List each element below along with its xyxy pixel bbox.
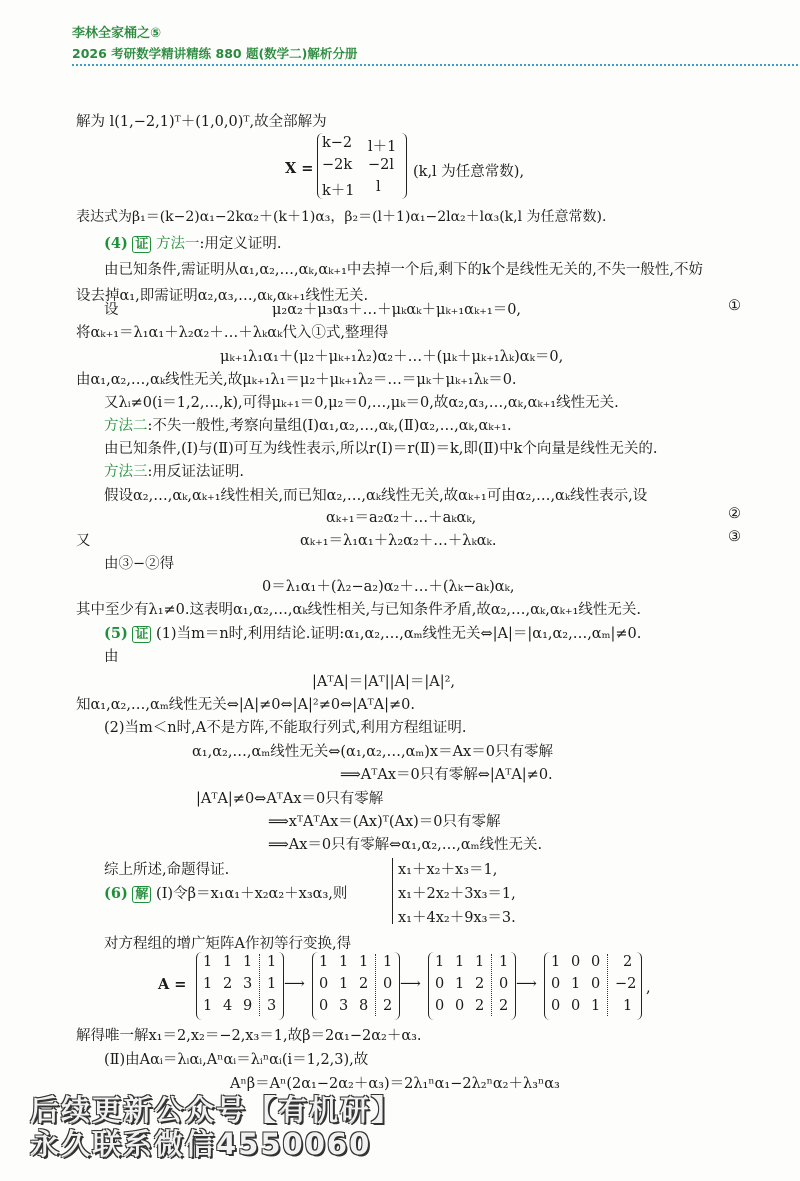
text-line: (k,l 为任意常数), bbox=[413, 164, 525, 180]
arrow: ⟶ bbox=[284, 976, 305, 992]
text-line: 又λᵢ≠0(i＝1,2,…,k),可得μₖ₊₁＝0,μ₂＝0,…,μₖ＝0,故α₂,α₃,…,αₖ,αₖ₊₁线性无关. bbox=[104, 395, 619, 411]
eq-number: ① bbox=[728, 298, 741, 314]
text-line: 知α₁,α₂,…,αₘ线性无关⇔|A|≠0⇔|A|²≠0⇔|AᵀA|≠0. bbox=[76, 697, 416, 713]
text-line: 设去掉α₁,即需证明α₂,α₃,…,αₖ,αₖ₊₁线性无关. bbox=[76, 288, 369, 304]
text-line: 又 bbox=[76, 533, 91, 549]
text-line: (2)当m＜n时,A不是方阵,不能取行列式,利用方程组证明. bbox=[104, 720, 467, 736]
text-line: 假设α₂,…,αₖ,αₖ₊₁线性相关,而已知α₂,…,αₖ线性无关,故αₖ₊₁可由α₂,…,αₖ线性表示,设 bbox=[104, 488, 648, 504]
text-line: 表达式为β₁＝(k−2)α₁−2kα₂＋(k＋1)α₃，β₂＝(l＋1)α₁−2lα₂＋lα₃(k,l 为任意常数). bbox=[76, 209, 607, 225]
text-line: 设 bbox=[104, 302, 119, 318]
matrix-step-4: 1 0 0 2 0 1 0 −2 0 0 1 1 bbox=[544, 952, 642, 1020]
equation: ⟹AᵀAx＝0只有零解⇔|AᵀA|≠0. bbox=[340, 767, 553, 783]
method-3: 方法三:用反证法证明. bbox=[104, 464, 244, 480]
math-label: A = bbox=[158, 976, 187, 993]
comma: , bbox=[646, 980, 651, 996]
equation: μ₂α₂＋μ₃α₃＋…＋μₖαₖ＋μₖ₊₁αₖ₊₁＝0, bbox=[272, 302, 522, 318]
text-line: (Ⅱ)由Aαᵢ＝λᵢαᵢ,Aⁿαᵢ＝λᵢⁿαᵢ(i＝1,2,3),故 bbox=[104, 1052, 369, 1068]
matrix-step-2: 1 1 1 1 0 1 2 0 0 3 8 2 bbox=[312, 952, 400, 1020]
watermark-line-1: 后续更新公众号【有机研】 bbox=[30, 1093, 403, 1127]
equation: ⟹xᵀAᵀAx＝(Ax)ᵀ(Ax)＝0只有零解 bbox=[268, 814, 501, 830]
equation: |AᵀA|≠0⇔AᵀAx＝0只有零解 bbox=[196, 791, 384, 807]
part-6: (6) 解 (Ⅰ)令β＝x₁α₁＋x₂α₂＋x₃α₃,则 bbox=[104, 885, 348, 902]
method-2: 方法二:不失一般性,考察向量组(Ⅰ)α₁,α₂,…,αₖ,(Ⅱ)α₂,…,αₖ,αₖ₊₁. bbox=[104, 418, 512, 434]
text-line: 由α₁,α₂,…,αₖ线性无关,故μₖ₊₁λ₁＝μ₂＋μₖ₊₁λ₂＝…＝μₖ＋μₖ₊₁λₖ＝0. bbox=[76, 372, 517, 388]
system-eq: x₁＋4x₂＋9x₃＝3. bbox=[398, 910, 516, 926]
text-line: 由已知条件,(Ⅰ)与(Ⅱ)可互为线性表示,所以r(Ⅰ)＝r(Ⅱ)＝k,即(Ⅱ)中k个向量是线性无关的. bbox=[104, 441, 658, 457]
matrix-step-1: 1 1 1 1 1 2 3 1 1 4 9 3 bbox=[196, 952, 284, 1020]
eq-number: ② bbox=[728, 506, 741, 522]
watermark-line-2: 永久联系微信4550060 bbox=[30, 1127, 372, 1161]
header-title: 2026 考研数学精讲精练 880 题(数学二)解析分册 bbox=[72, 46, 358, 61]
equation: μₖ₊₁λ₁α₁＋(μ₂＋μₖ₊₁λ₂)α₂＋…＋(μₖ＋μₖ₊₁λₖ)αₖ＝0, bbox=[220, 349, 564, 365]
system-eq: x₁＋2x₂＋3x₃＝1, bbox=[398, 886, 516, 902]
header-series: 李林全家桶之⑤ bbox=[72, 26, 162, 41]
equation: α₁,α₂,…,αₘ线性无关⇔(α₁,α₂,…,αₘ)x＝Ax＝0只有零解 bbox=[192, 744, 553, 760]
equation: ⟹Ax＝0只有零解⇔α₁,α₂,…,αₘ线性无关. bbox=[268, 837, 543, 853]
text-line: 综上所述,命题得证. bbox=[104, 862, 230, 878]
text-line: 由③−②得 bbox=[104, 556, 175, 572]
eq-number: ③ bbox=[728, 529, 741, 545]
text-line: 其中至少有λ₁≠0.这表明α₁,α₂,…,αₖ线性相关,与已知条件矛盾,故α₂,…,αₖ,αₖ₊₁线性无关. bbox=[76, 602, 641, 618]
part-4: (4) 证 方法一:用定义证明. bbox=[104, 235, 282, 252]
text-line: 对方程组的增广矩阵A作初等行变换,得 bbox=[104, 936, 352, 952]
text-line: 由 bbox=[104, 649, 119, 665]
brace bbox=[392, 858, 394, 924]
equation: Aⁿβ＝Aⁿ(2α₁−2α₂＋α₃)＝2λ₁ⁿα₁−2λ₂ⁿα₂＋λ₃ⁿα₃ bbox=[230, 1076, 560, 1092]
equation: 0＝λ₁α₁＋(λ₂−a₂)α₂＋…＋(λₖ−aₖ)αₖ, bbox=[262, 579, 515, 595]
equation: αₖ₊₁＝a₂α₂＋…＋aₖαₖ, bbox=[326, 510, 477, 526]
equation: |AᵀA|＝|Aᵀ||A|＝|A|², bbox=[312, 674, 456, 690]
text-line: 将αₖ₊₁＝λ₁α₁＋λ₂α₂＋…＋λₖαₖ代入①式,整理得 bbox=[76, 325, 389, 341]
part-5: (5) 证 (1)当m＝n时,利用结论.证明:α₁,α₂,…,αₘ线性无关⇔|A|＝|α₁,α₂,…,αₘ|≠0. bbox=[104, 625, 642, 642]
arrow: ⟶ bbox=[516, 976, 537, 992]
text-line: 由已知条件,需证明从α₁,α₂,…,αₖ,αₖ₊₁中去掉一个后,剩下的k个是线性无关的,不失一般性,不妨 bbox=[104, 262, 703, 278]
matrix-x: k−2 l＋1 −2k −2l k＋1 l bbox=[317, 133, 407, 199]
text-line: 解为 l(1,−2,1)ᵀ＋(1,0,0)ᵀ,故全部解为 bbox=[76, 114, 327, 130]
arrow: ⟶ bbox=[400, 976, 421, 992]
text-line: 解得唯一解x₁＝2,x₂＝−2,x₃＝1,故β＝2α₁−2α₂＋α₃. bbox=[76, 1028, 422, 1044]
equation: αₖ₊₁＝λ₁α₁＋λ₂α₂＋…＋λₖαₖ. bbox=[300, 533, 497, 549]
math-label: X = bbox=[285, 160, 314, 177]
header-divider bbox=[72, 64, 798, 66]
system-eq: x₁＋x₂＋x₃＝1, bbox=[398, 862, 498, 878]
matrix-step-3: 1 1 1 1 0 1 2 0 0 0 2 2 bbox=[428, 952, 516, 1020]
